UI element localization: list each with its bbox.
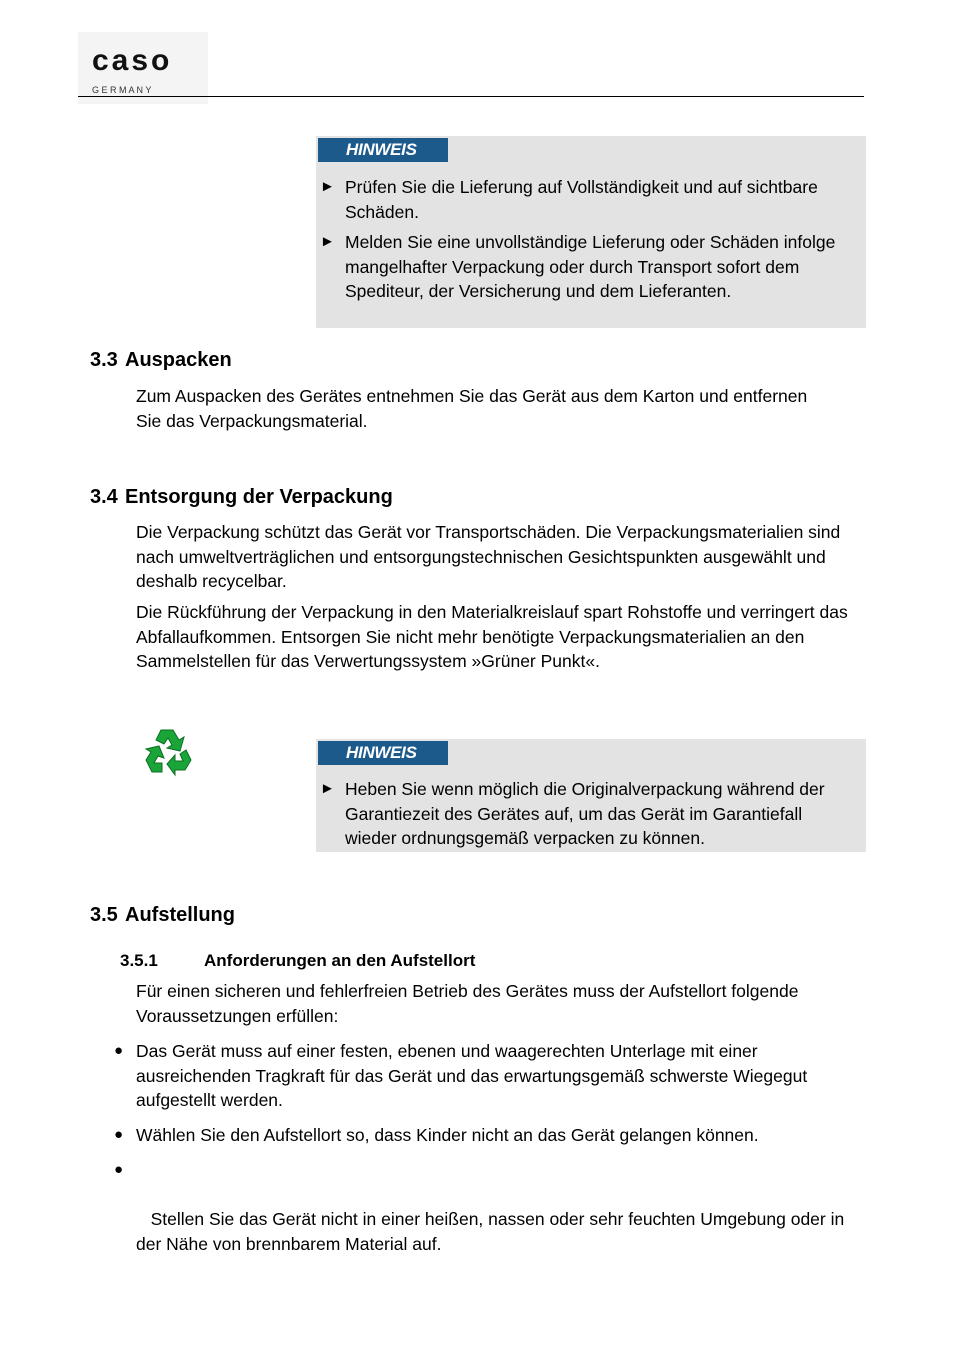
list-item-text: Das Gerät muss auf einer festen, ebenen und waagerechten Unterlage mit einer ausreichenden Tragkraft für das Gerät und das erwartungsgemäß schwerste Wiegegut aufgestellt werden. xyxy=(136,1041,808,1110)
paragraph: Die Rückführung der Verpackung in den Materialkreislauf spart Rohstoffe und verringert das Abfallaufkommen. Entsorgen Sie nicht mehr benötigte Verpackungsmaterialien an den Sammelstellen für das Verwertungssystem »Grüner Punkt«. xyxy=(136,602,848,671)
subsection-title: Anforderungen an den Aufstellort xyxy=(204,951,476,970)
section-number: 3.4 xyxy=(90,486,118,508)
header-divider xyxy=(78,96,864,97)
logo-subtext: G E R M A N Y xyxy=(92,85,152,95)
list-item-text: Stellen Sie das Gerät nicht in einer heißen, nassen oder sehr feuchten Umgebung oder in der Nähe von brennbarem Material auf. xyxy=(136,1209,850,1254)
note-tag-label: HINWEIS xyxy=(318,741,448,765)
section-heading-3-4 xyxy=(90,485,393,509)
section-heading-3-3 xyxy=(90,348,232,372)
note-item-text: Heben Sie wenn möglich die Originalverpackung während der Garantiezeit des Gerätes auf, um das Gerät im Garantiefall wieder ordnungsgemäß verpacken zu können. xyxy=(345,779,825,848)
subsection-number: 3.5.1 xyxy=(120,951,158,970)
subsection-heading-3-5-1 xyxy=(120,950,475,972)
recycle-icon xyxy=(142,726,194,778)
note-item-text: Melden Sie eine unvollständige Lieferung oder Schäden infolge mangelhafter Verpackung oder durch Transport sofort dem Spediteur, der Versicherung und dem Lieferanten. xyxy=(345,232,836,301)
bullet-dot-icon: ● xyxy=(114,1126,124,1143)
paragraph: Die Verpackung schützt das Gerät vor Transportschäden. Die Verpackungsmaterialien sind nach umweltverträglichen und entsorgungstechnischen Gesichtspunkten ausgewählt und deshalb recycelbar. xyxy=(136,522,841,591)
paragraph: Zum Auspacken des Gerätes entnehmen Sie das Gerät aus dem Karton und entfernen Sie das Verpackungsmaterial. xyxy=(136,386,808,431)
section-number: 3.3 xyxy=(90,349,118,371)
arrow-bullet-icon: ► xyxy=(320,178,335,195)
list-item xyxy=(114,1039,856,1113)
list-item-text: Wählen Sie den Aufstellort so, dass Kinder nicht an das Gerät gelangen können. xyxy=(136,1125,759,1145)
paragraph: Für einen sicheren und fehlerfreien Betrieb des Gerätes muss der Aufstellort folgende Voraussetzungen erfüllen: xyxy=(136,981,799,1026)
bullet-dot-icon: ● xyxy=(114,1161,124,1178)
list-item xyxy=(114,1123,856,1148)
note-box-delivery xyxy=(316,136,866,328)
note-item-text: Prüfen Sie die Lieferung auf Vollständigkeit und auf sichtbare Schäden. xyxy=(345,177,818,222)
section-title: Entsorgung der Verpackung xyxy=(125,486,393,508)
section-title: Aufstellung xyxy=(125,904,235,926)
note-tag-label: HINWEIS xyxy=(318,138,448,162)
arrow-bullet-icon: ► xyxy=(320,233,335,250)
section-heading-3-5 xyxy=(90,903,235,927)
note-box-original-packaging xyxy=(316,739,866,852)
arrow-bullet-icon: ► xyxy=(320,780,335,797)
logo-graphic xyxy=(78,32,208,104)
section-title: Auspacken xyxy=(125,349,232,371)
section-number: 3.5 xyxy=(90,904,118,926)
brand-logo xyxy=(78,32,208,104)
logo-wordmark: caso xyxy=(92,44,173,77)
bullet-dot-icon: ● xyxy=(114,1042,124,1059)
list-item xyxy=(114,1158,856,1256)
